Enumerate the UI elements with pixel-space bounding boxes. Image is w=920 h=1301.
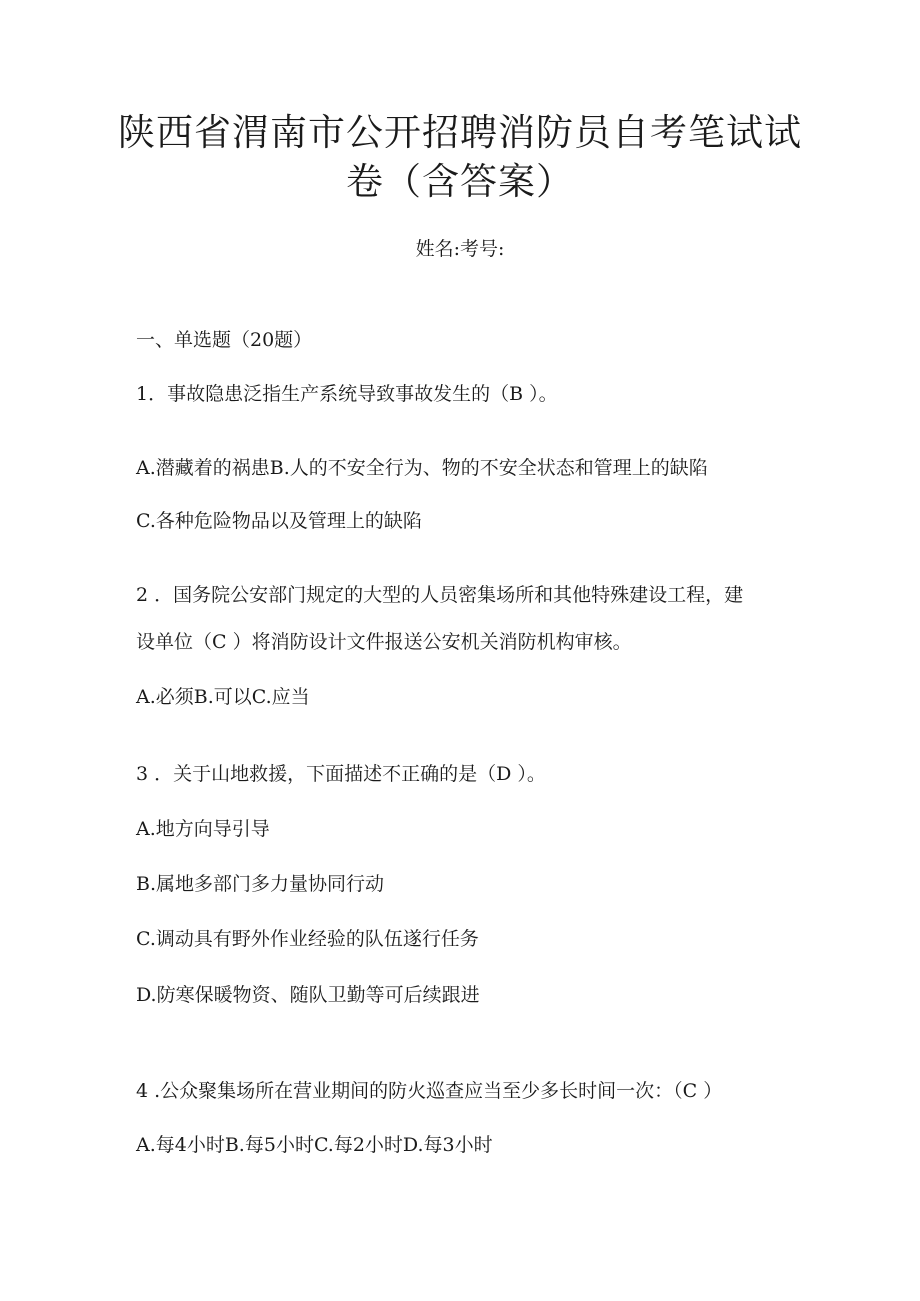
section-heading: 一、单选题（20题） <box>136 329 313 351</box>
question-1-stem: 1．事故隐患泛指生产系统导致事故发生的（B ）。 <box>136 383 558 405</box>
question-1-option-a-b: A.潜藏着的祸患B.人的不安全行为、物的不安全状态和管理上的缺陷 <box>136 457 708 479</box>
question-3-option-c: C.调动具有野外作业经验的队伍遂行任务 <box>136 928 479 950</box>
question-1-option-c: C.各种危险物品以及管理上的缺陷 <box>136 510 422 532</box>
question-2-stem-line-1: 2 ．国务院公安部门规定的大型的人员密集场所和其他特殊建设工程，建 <box>136 584 744 606</box>
question-4-options: A.每4小时B.每5小时C.每2小时D.每3小时 <box>136 1134 493 1156</box>
exam-info: 姓名:考号: <box>415 238 505 260</box>
question-3-option-b: B.属地多部门多力量协同行动 <box>136 873 385 895</box>
question-3-option-d: D.防寒保暖物资、随队卫勤等可后续跟进 <box>136 984 480 1006</box>
question-2-stem-line-2: 设单位（C ）将消防设计文件报送公安机关消防机构审核。 <box>136 631 632 653</box>
question-4-stem: 4 .公众聚集场所在营业期间的防火巡查应当至少多长时间一次：（C ） <box>136 1080 723 1102</box>
document-title-line-1: 陕西省渭南市公开招聘消防员自考笔试试 <box>118 111 802 154</box>
question-3-stem: 3 ．关于山地救援，下面描述不正确的是（D ）。 <box>136 763 546 785</box>
question-3-option-a: A.地方向导引导 <box>136 818 270 840</box>
question-2-options: A.必须B.可以C.应当 <box>136 686 310 708</box>
document-title-line-2: 卷（含答案） <box>346 160 574 203</box>
